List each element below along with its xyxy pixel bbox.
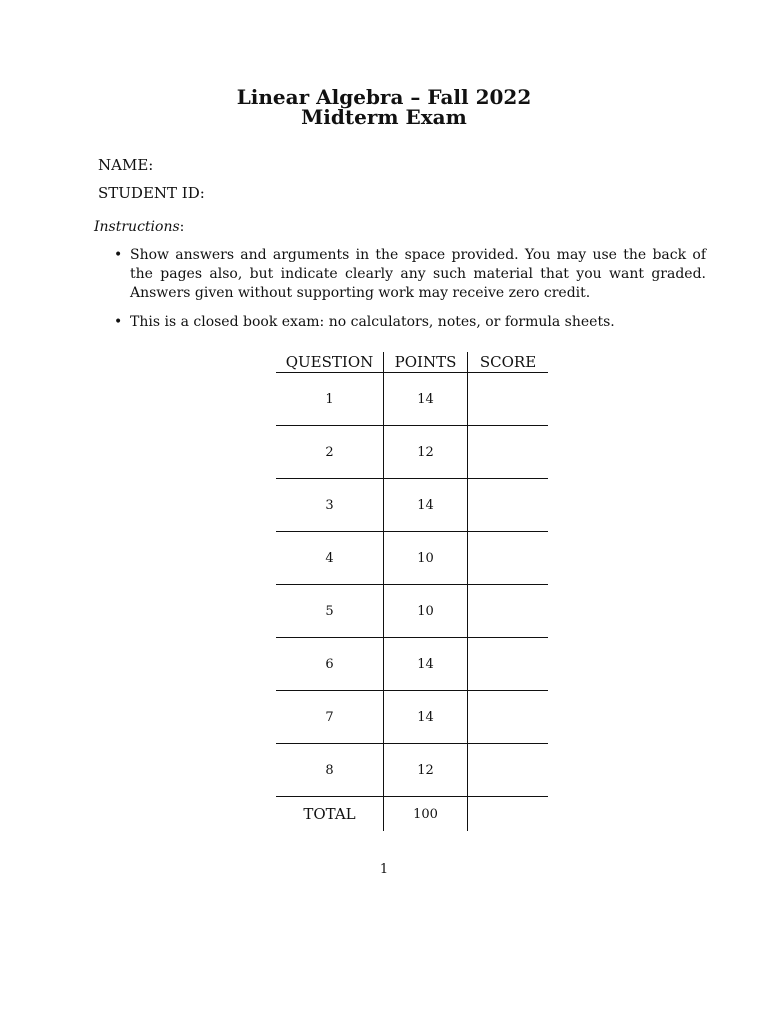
points-cell: 14 [384, 373, 468, 426]
points-cell: 14 [384, 691, 468, 744]
score-cell [468, 373, 549, 426]
table-header-row [276, 352, 548, 373]
table-row [276, 373, 548, 426]
score-cell [468, 744, 549, 797]
instructions-heading: Instructions: [94, 219, 185, 235]
table-row [276, 585, 548, 638]
question-cell: 7 [276, 691, 384, 744]
instruction-item: • Show answers and arguments in the space provided. You may use the back of the pages also, but indicate clearly any such material that you want graded. Answers given without supporting work may receive zero credit. [106, 246, 706, 303]
question-cell: 8 [276, 744, 384, 797]
total-score-cell [468, 797, 549, 832]
total-row [276, 797, 548, 832]
question-cell: 5 [276, 585, 384, 638]
question-cell: 3 [276, 479, 384, 532]
score-cell [468, 426, 549, 479]
instructions-heading-text: Instructions [94, 219, 180, 235]
points-cell: 10 [384, 532, 468, 585]
instructions-list [106, 246, 706, 342]
table-row [276, 532, 548, 585]
score-cell [468, 532, 549, 585]
points-cell: 14 [384, 479, 468, 532]
points-cell: 12 [384, 744, 468, 797]
points-cell: 14 [384, 638, 468, 691]
score-cell [468, 638, 549, 691]
header-question: QUESTION [276, 352, 384, 373]
question-cell: 6 [276, 638, 384, 691]
score-table [276, 352, 548, 831]
student-id-label: STUDENT ID: [98, 184, 205, 202]
header-points: POINTS [384, 352, 468, 373]
total-label: TOTAL [303, 805, 356, 823]
score-cell [468, 585, 549, 638]
instruction-item: • This is a closed book exam: no calculators, notes, or formula sheets. [106, 313, 706, 332]
page-number: 1 [379, 862, 389, 877]
total-points: 100 [384, 797, 468, 832]
header-score: SCORE [468, 352, 549, 373]
points-cell: 12 [384, 426, 468, 479]
exam-subtitle: Midterm Exam [301, 105, 467, 129]
table-row [276, 691, 548, 744]
question-cell: 2 [276, 426, 384, 479]
table-row [276, 638, 548, 691]
question-cell: 4 [276, 532, 384, 585]
question-cell: 1 [276, 373, 384, 426]
table-row [276, 426, 548, 479]
score-cell [468, 691, 549, 744]
score-cell [468, 479, 549, 532]
table-row [276, 479, 548, 532]
name-label: NAME: [98, 156, 154, 174]
points-cell: 10 [384, 585, 468, 638]
exam-title: Linear Algebra – Fall 2022 [236, 85, 532, 109]
table-row [276, 744, 548, 797]
